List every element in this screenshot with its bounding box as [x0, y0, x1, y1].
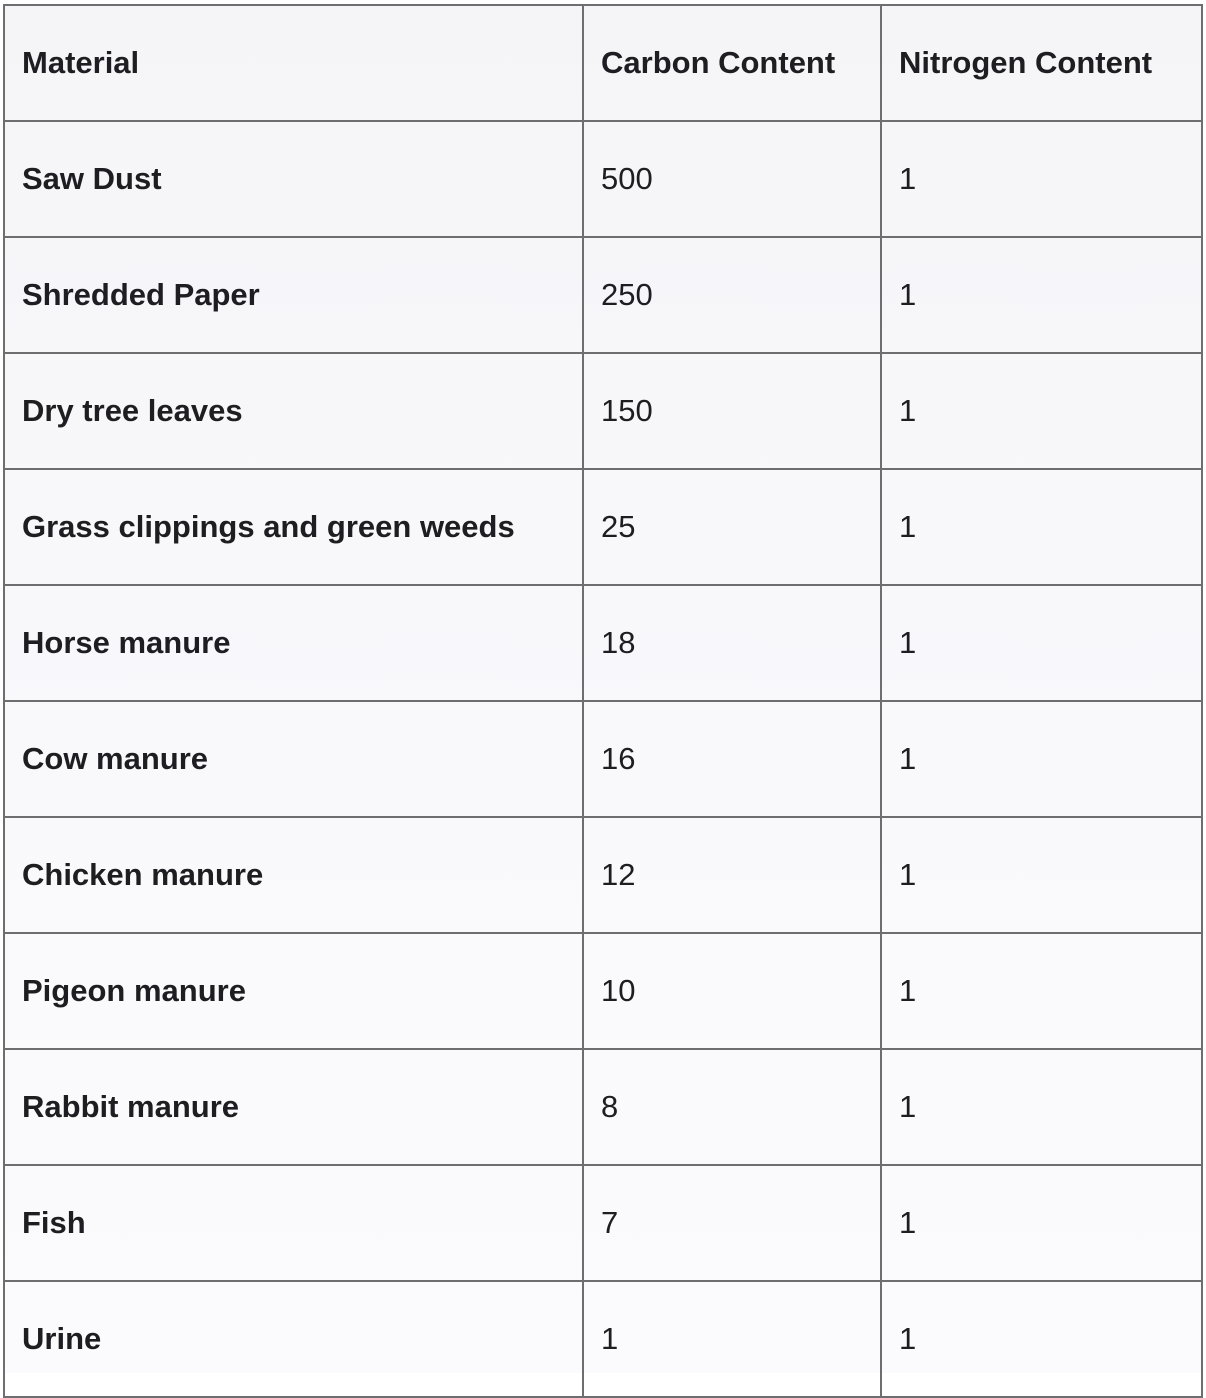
material-cell: Rabbit manure: [4, 1049, 583, 1165]
carbon-cell: 12: [583, 817, 881, 933]
nitrogen-cell: 1: [881, 121, 1202, 237]
table-row: [4, 585, 1202, 701]
material-cell: Pigeon manure: [4, 933, 583, 1049]
nitrogen-cell: 1: [881, 1165, 1202, 1281]
material-cell: Grass clippings and green weeds: [4, 469, 583, 585]
nitrogen-cell: 1: [881, 585, 1202, 701]
material-cell: Dry tree leaves: [4, 353, 583, 469]
carbon-cell: 250: [583, 237, 881, 353]
table-row: [4, 353, 1202, 469]
table-row: [4, 121, 1202, 237]
nitrogen-cell: 1: [881, 353, 1202, 469]
table-row: [4, 701, 1202, 817]
table-row: [4, 237, 1202, 353]
table-row: [4, 469, 1202, 585]
material-cell: Chicken manure: [4, 817, 583, 933]
header-nitrogen-content: Nitrogen Content: [881, 5, 1202, 121]
material-cell: Horse manure: [4, 585, 583, 701]
header-carbon-content: Carbon Content: [583, 5, 881, 121]
carbon-cell: 10: [583, 933, 881, 1049]
header-material: Material: [4, 5, 583, 121]
carbon-cell: 18: [583, 585, 881, 701]
nitrogen-cell: 1: [881, 237, 1202, 353]
table-row: [4, 1281, 1202, 1397]
nitrogen-cell: 1: [881, 933, 1202, 1049]
table-row: [4, 933, 1202, 1049]
carbon-cell: 7: [583, 1165, 881, 1281]
material-cell: Urine: [4, 1281, 583, 1397]
table-row: [4, 1165, 1202, 1281]
carbon-cell: 1: [583, 1281, 881, 1397]
material-cell: Shredded Paper: [4, 237, 583, 353]
table-row: [4, 817, 1202, 933]
carbon-cell: 500: [583, 121, 881, 237]
nitrogen-cell: 1: [881, 1281, 1202, 1397]
material-cell: Cow manure: [4, 701, 583, 817]
material-cell: Fish: [4, 1165, 583, 1281]
nitrogen-cell: 1: [881, 1049, 1202, 1165]
table-header-row: [4, 5, 1202, 121]
nitrogen-cell: 1: [881, 817, 1202, 933]
carbon-cell: 8: [583, 1049, 881, 1165]
carbon-cell: 25: [583, 469, 881, 585]
carbon-nitrogen-table-container: [3, 4, 1201, 1373]
nitrogen-cell: 1: [881, 469, 1202, 585]
table-row: [4, 1049, 1202, 1165]
carbon-nitrogen-table: [3, 4, 1203, 1398]
material-cell: Saw Dust: [4, 121, 583, 237]
carbon-cell: 150: [583, 353, 881, 469]
carbon-cell: 16: [583, 701, 881, 817]
nitrogen-cell: 1: [881, 701, 1202, 817]
